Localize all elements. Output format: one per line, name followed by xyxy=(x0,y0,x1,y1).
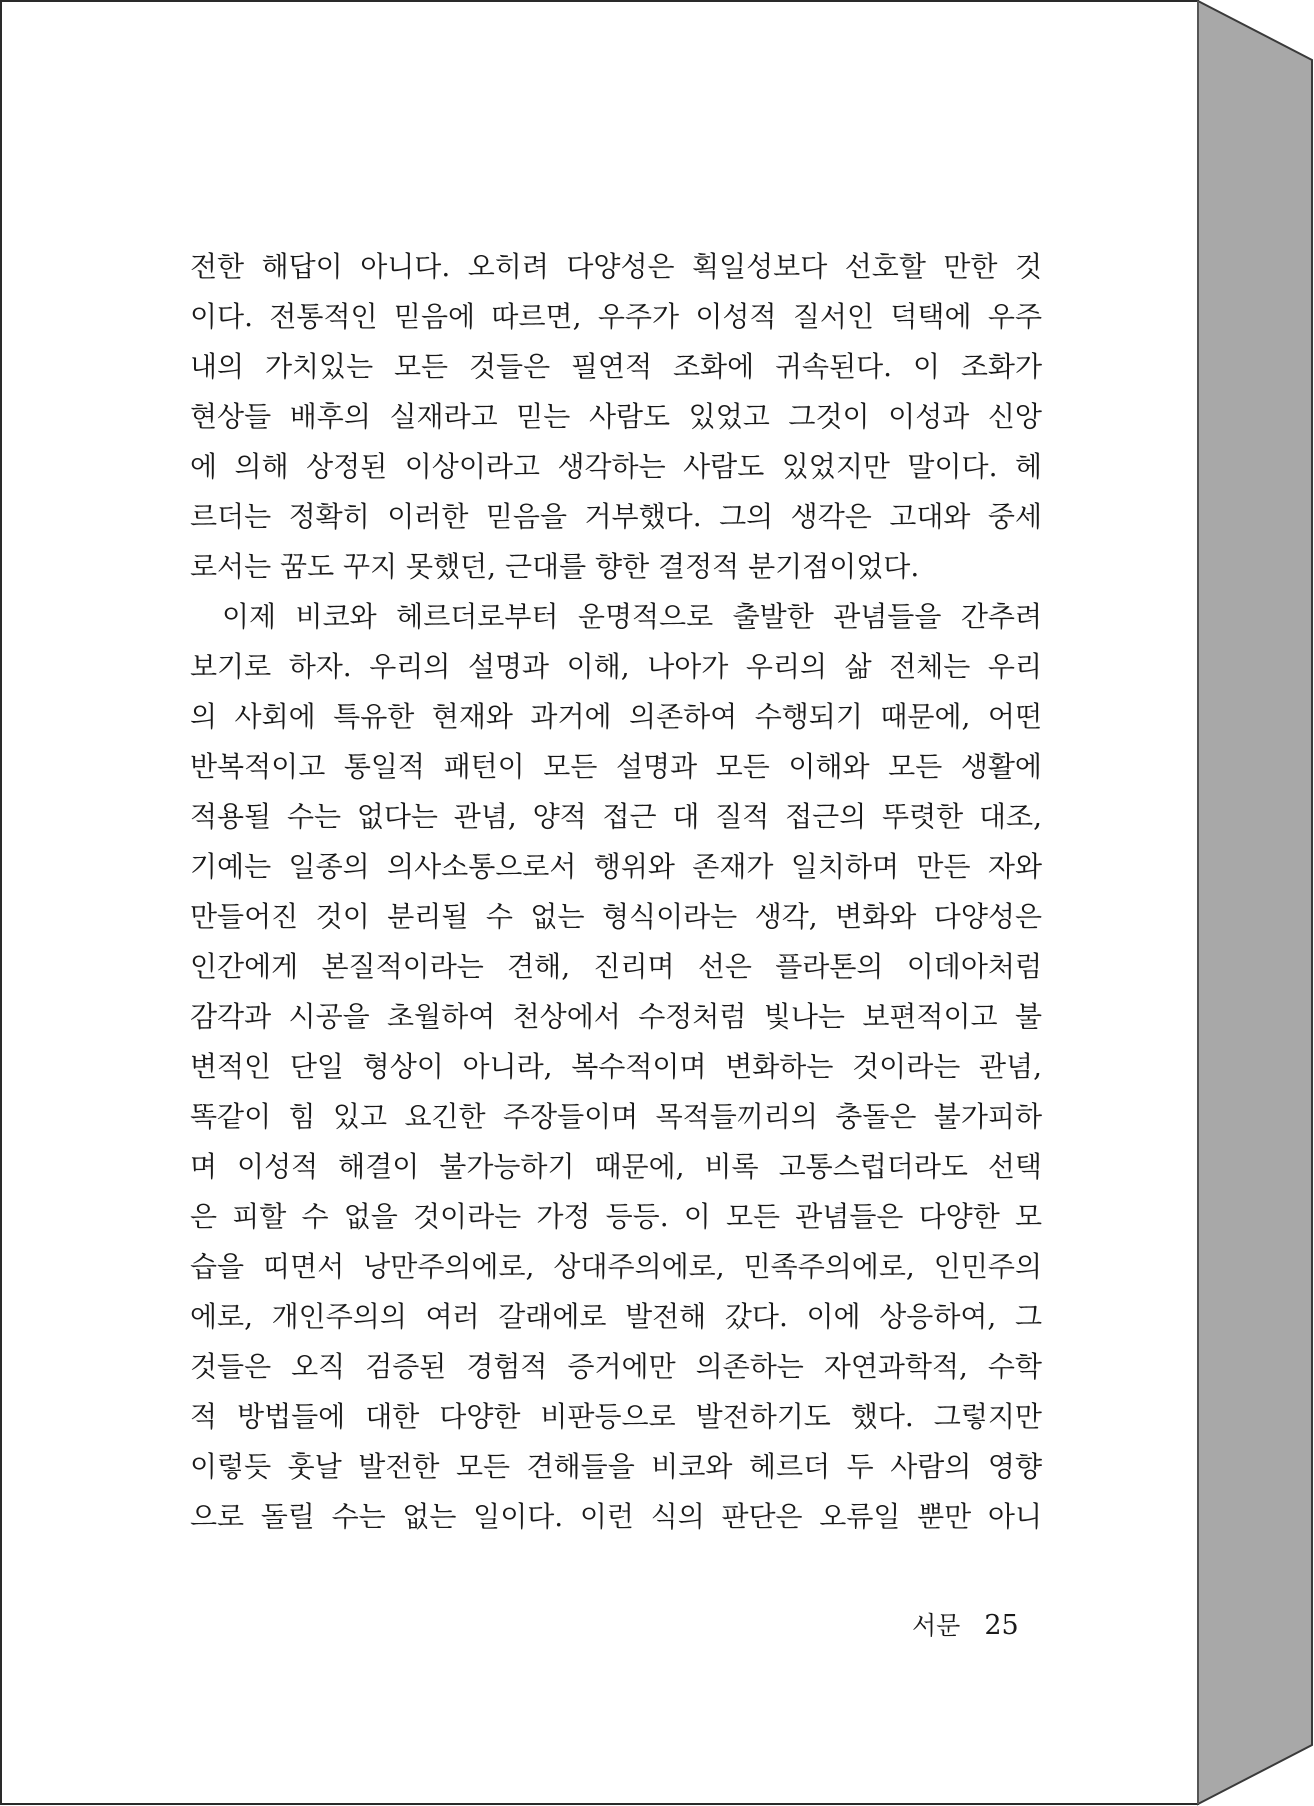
paragraph xyxy=(190,592,1042,1542)
text-line: 적 방법들에 대한 다양한 비판등으로 발전하기도 했다. 그렇지만 xyxy=(190,1400,1042,1433)
text-line: 은 피할 수 없을 것이라는 가정 등등. 이 모든 관념들은 다양한 모 xyxy=(190,1200,1042,1233)
paragraph xyxy=(190,242,1042,592)
text-line: 인간에게 본질적이라는 견해, 진리며 선은 플라톤의 이데아처럼 xyxy=(190,950,1042,983)
text-line: 만들어진 것이 분리될 수 없는 형식이라는 생각, 변화와 다양성은 xyxy=(190,900,1042,933)
text-line: 이다. 전통적인 믿음에 따르면, 우주가 이성적 질서인 덕택에 우주 xyxy=(190,300,1042,333)
text-line: 며 이성적 해결이 불가능하기 때문에, 비록 고통스럽더라도 선택 xyxy=(190,1150,1042,1183)
text-line: 으로 돌릴 수는 없는 일이다. 이런 식의 판단은 오류일 뿐만 아니 xyxy=(190,1500,1042,1533)
running-footer-section: 서문 xyxy=(912,1611,961,1640)
text-line: 변적인 단일 형상이 아니라, 복수적이며 변화하는 것이라는 관념, xyxy=(190,1050,1042,1083)
text-line: 적용될 수는 없다는 관념, 양적 접근 대 질적 접근의 뚜렷한 대조, xyxy=(190,800,1042,833)
text-line: 기예는 일종의 의사소통으로서 행위와 존재가 일치하며 만든 자와 xyxy=(190,850,1042,883)
text-line: 반복적이고 통일적 패턴이 모든 설명과 모든 이해와 모든 생활에 xyxy=(190,750,1042,783)
page-footer xyxy=(912,1609,1019,1643)
text-line: 이렇듯 훗날 발전한 모든 견해들을 비코와 헤르더 두 사람의 영향 xyxy=(190,1450,1042,1483)
text-line: 이제 비코와 헤르더로부터 운명적으로 출발한 관념들을 간추려 xyxy=(222,600,1042,633)
text-line: 것들은 오직 검증된 경험적 증거에만 의존하는 자연과학적, 수학 xyxy=(190,1350,1042,1383)
text-line: 로서는 꿈도 꾸지 못했던, 근대를 향한 결정적 분기점이었다. xyxy=(190,550,920,583)
text-line: 감각과 시공을 초월하여 천상에서 수정처럼 빛나는 보편적이고 불 xyxy=(190,1000,1042,1033)
text-line: 내의 가치있는 모든 것들은 필연적 조화에 귀속된다. 이 조화가 xyxy=(190,350,1042,383)
text-line: 똑같이 힘 있고 요긴한 주장들이며 목적들끼리의 충돌은 불가피하 xyxy=(190,1100,1042,1133)
text-line: 의 사회에 특유한 현재와 과거에 의존하여 수행되기 때문에, 어떤 xyxy=(190,700,1042,733)
text-line: 습을 띠면서 낭만주의에로, 상대주의에로, 민족주의에로, 인민주의 xyxy=(190,1250,1042,1283)
text-line: 에로, 개인주의의 여러 갈래에로 발전해 갔다. 이에 상응하여, 그 xyxy=(190,1300,1042,1333)
page-stack-edge xyxy=(1198,1,1312,1804)
text-line: 에 의해 상정된 이상이라고 생각하는 사람도 있었지만 말이다. 헤 xyxy=(190,450,1042,483)
text-line: 전한 해답이 아니다. 오히려 다양성은 획일성보다 선호할 만한 것 xyxy=(190,250,1042,283)
body-text xyxy=(190,242,1042,1542)
text-line: 르더는 정확히 이러한 믿음을 거부했다. 그의 생각은 고대와 중세 xyxy=(190,500,1042,533)
text-line: 보기로 하자. 우리의 설명과 이해, 나아가 우리의 삶 전체는 우리 xyxy=(190,650,1042,683)
text-line: 현상들 배후의 실재라고 믿는 사람도 있었고 그것이 이성과 신앙 xyxy=(190,400,1042,433)
page-number: 25 xyxy=(984,1610,1019,1641)
